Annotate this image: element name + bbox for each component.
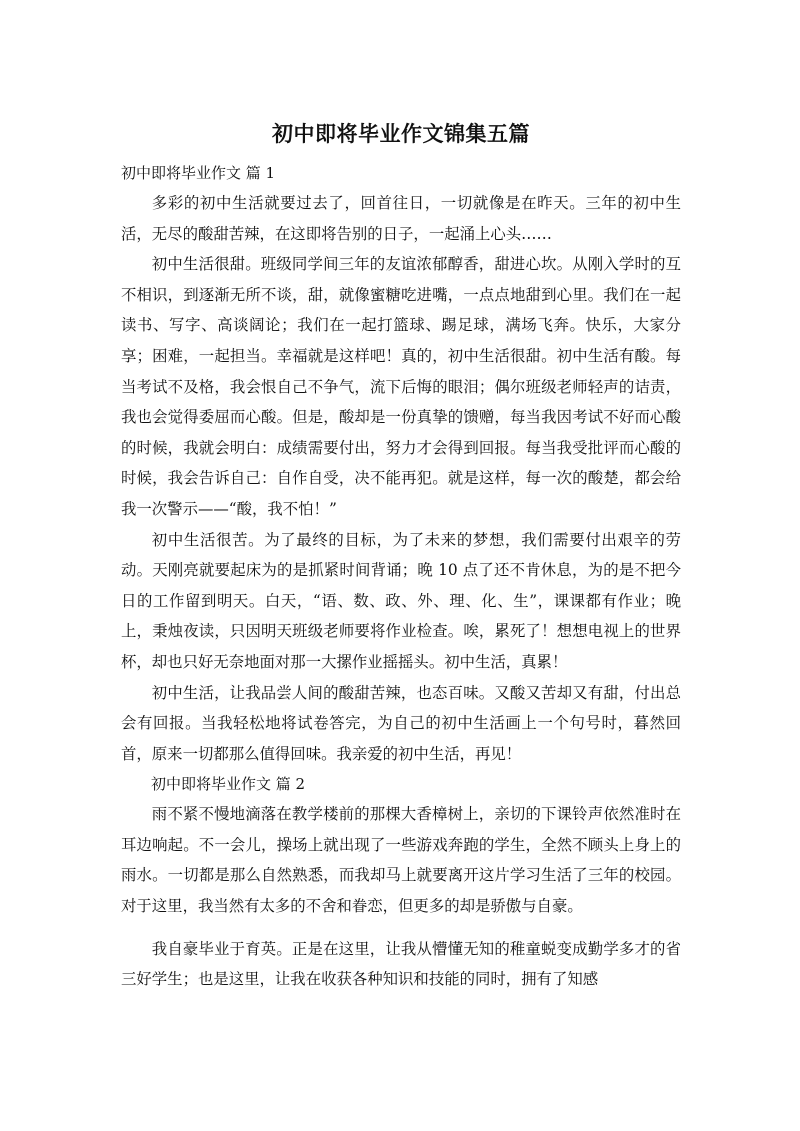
paragraph: 初中生活很甜。班级同学间三年的友谊浓郁醇香，甜进心坎。从刚入学时的互不相识，到逐渐无所不谈，甜，就像蜜糖吃进嘴，一点点地甜到心里。我们在一起读书、写字、高谈阔论；我们在一起打篮球、踢足球，满场飞奔。快乐，大家分享；困难，一起担当。幸福就是这样吧！真的，初中生活很甜。初中生活有酸。每当考试不及格，我会恨自己不争气，流下后悔的眼泪；偶尔班级老师轻声的诘责，我也会觉得委屈而心酸。但是，酸却是一份真挚的馈赠，每当我因考试不好而心酸的时候，我就会明白：成绩需要付出，努力才会得到回报。每当我受批评而心酸的时候，我会告诉自己：自作自受，决不能再犯。就是这样，每一次的酸楚，都会给我一次警示——“酸，我不怕！” [121,255,681,518]
paragraph: 初中生活，让我品尝人间的酸甜苦辣，也态百味。又酸又苦却又有甜，付出总会有回报。当我轻松地将试卷答完，为自己的初中生活画上一个句号时，暮然回首，原来一切都那么值得回味。我亲爱的初中生活，再见！ [121,683,681,763]
section-heading-2: 初中即将毕业作文 篇 2 [151,775,306,794]
paragraph: 初中生活很苦。为了最终的目标，为了未来的梦想，我们需要付出艰辛的劳动。天刚亮就要起床为的是抓紧时间背诵；晚 10 点了还不肯休息，为的是不把今日的工作留到明天。白天，“语、数、政、外、理、化、生”，课课都有作业；晚上，秉烛夜读，只因明天班级老师要将作业检查。唉，累死了！想想电视上的世界杯，却也只好无奈地面对那一大摞作业摇摇头。初中生活，真累！ [121,530,681,671]
paragraph: 多彩的初中生活就要过去了，回首往日，一切就像是在昨天。三年的初中生活，无尽的酸甜苦辣，在这即将告别的日子，一起涌上心头…… [121,194,681,243]
section-heading-1: 初中即将毕业作文 篇 1 [121,164,276,182]
document-page [121,118,681,995]
paragraph: 雨不紧不慢地滴落在教学楼前的那棵大香樟树上，亲切的下课铃声依然准时在耳边响起。不一会儿，操场上就出现了一些游戏奔跑的学生，全然不顾头上身上的雨水。一切都是那么自然熟悉，而我却马上就要离开这片学习生活了三年的校园。对于这里，我当然有太多的不舍和眷恋，但更多的却是骄傲与自豪。 [121,805,681,916]
paragraph: 我自豪毕业于育英。正是在这里，让我从懵懂无知的稚童蜕变成勤学多才的省三好学生；也是这里，让我在收获各种知识和技能的同时，拥有了知感 [121,939,681,989]
document-title: 初中即将毕业作文锦集五篇 [272,122,530,146]
